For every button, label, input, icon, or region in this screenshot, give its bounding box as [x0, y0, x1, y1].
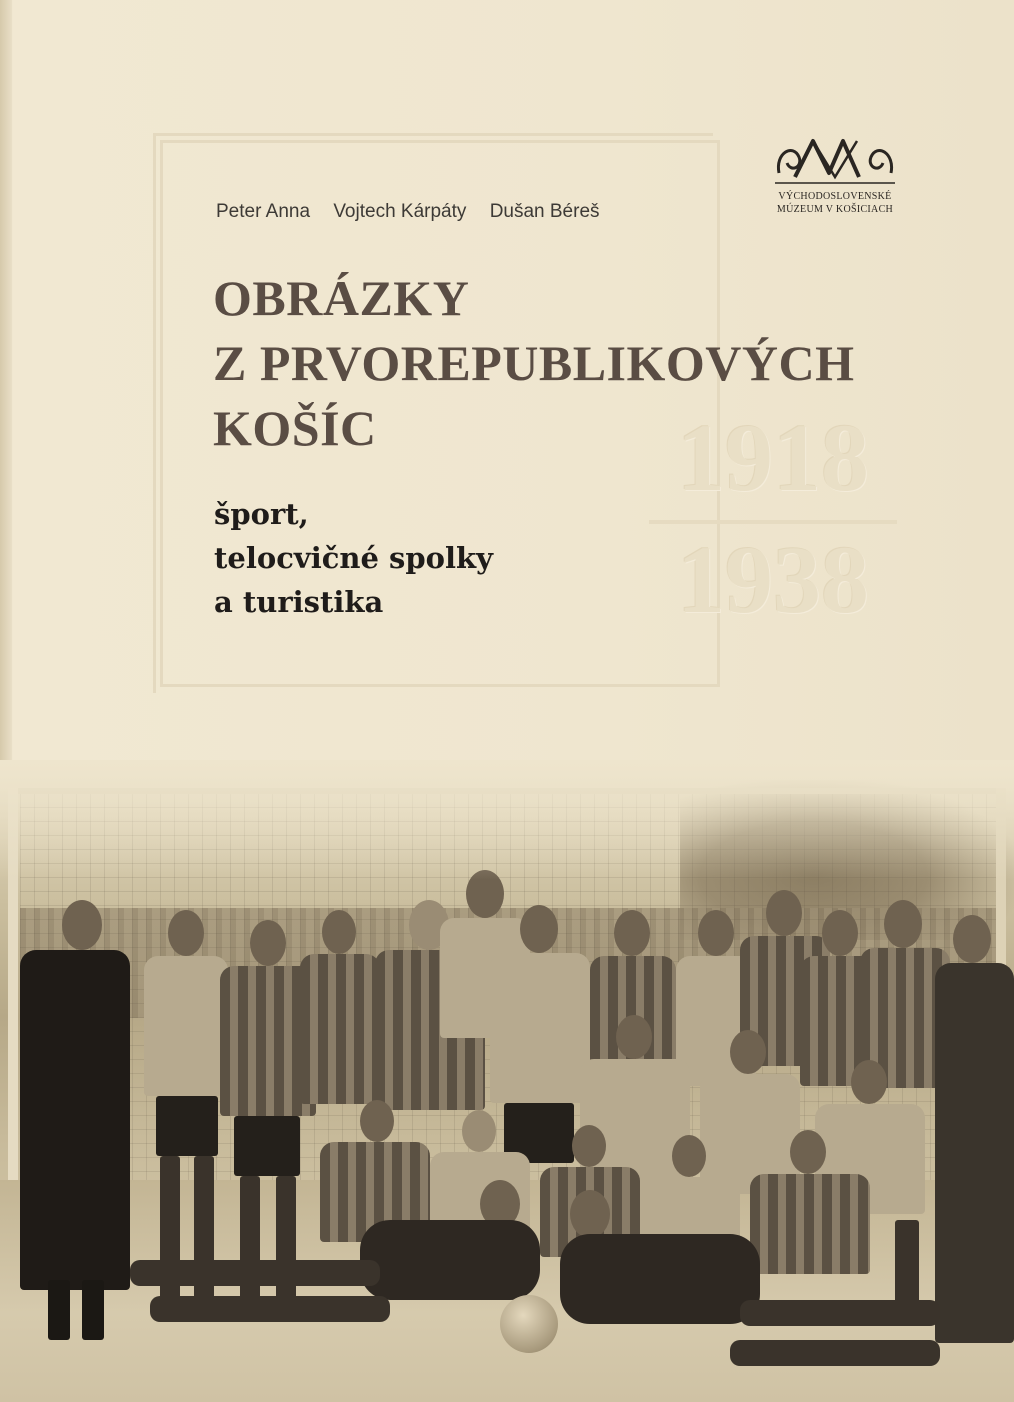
player-reclining	[550, 1190, 950, 1390]
museum-logo	[760, 133, 910, 223]
year-range	[645, 404, 901, 633]
photo-top-fade	[0, 760, 1014, 880]
author-3: Dušan Béreš	[489, 201, 600, 222]
subtitle-line-1: šport,	[214, 497, 309, 531]
subtitle-line-3: a turistika	[214, 585, 384, 619]
subtitle-line-2: telocvičné spolky	[214, 541, 493, 575]
year-divider	[649, 520, 897, 524]
title-line-1: OBRÁZKY	[213, 270, 470, 326]
museum-name-line-2: MÚZEUM V KOŠICIACH	[776, 204, 894, 215]
museum-name-line-1: VÝCHODOSLOVENSKÉ	[778, 191, 892, 202]
football	[500, 1295, 558, 1353]
title-line-3: KOŠÍC	[213, 400, 377, 456]
author-1: Peter Anna	[216, 201, 311, 222]
museum-monogram-icon	[773, 133, 897, 187]
museum-name	[760, 190, 910, 216]
year-end: 1938	[677, 526, 869, 633]
official-left	[20, 900, 130, 1340]
authors	[216, 201, 618, 223]
title-line-2: Z PRVOREPUBLIKOVÝCH	[213, 335, 855, 391]
author-2: Vojtech Kárpáty	[333, 201, 467, 222]
player-reclining	[130, 1180, 550, 1340]
team-photograph	[0, 760, 1014, 1402]
book-subtitle	[214, 492, 493, 624]
year-start: 1918	[677, 404, 869, 511]
